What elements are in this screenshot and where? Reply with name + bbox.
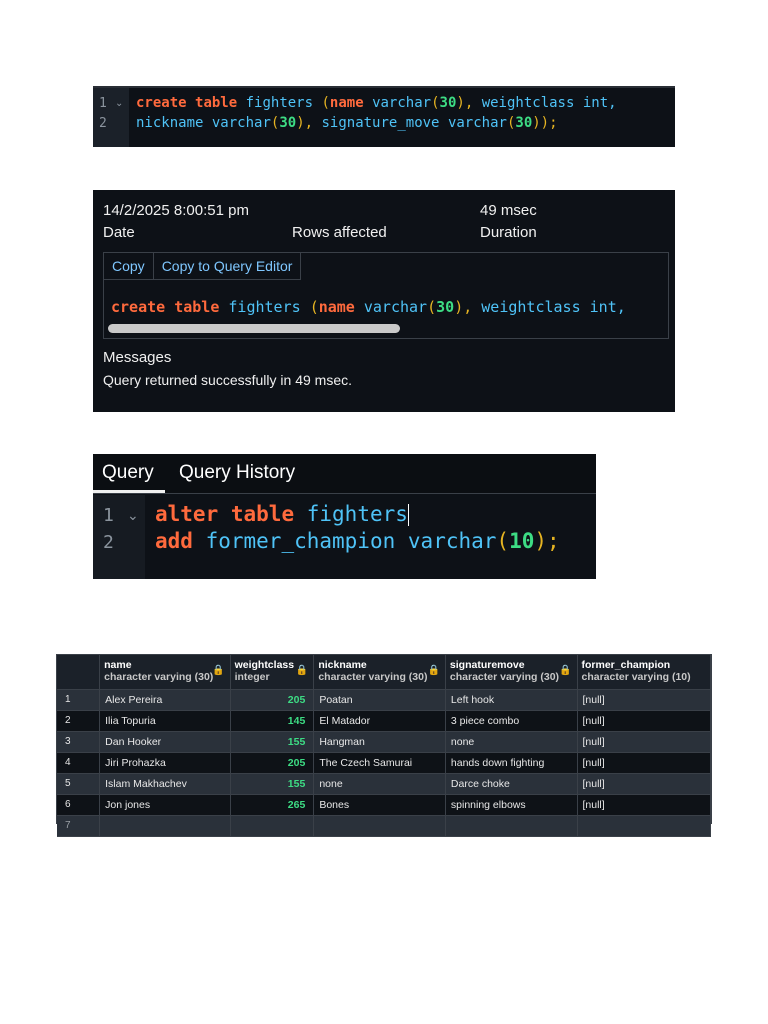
tab-query[interactable]: Query [102, 462, 154, 483]
copy-toolbar [104, 253, 301, 280]
row-number-header [57, 655, 100, 689]
table-row[interactable]: 3 Dan Hooker 155 Hangman none [null] [57, 731, 711, 752]
query-command-text: create table fighters (name varchar(30), weightclass int, [111, 298, 626, 316]
line-number: 1 [99, 96, 107, 111]
column-header-signaturemove[interactable]: signaturemove character varying (30) 🔒 [445, 655, 577, 689]
date-value: 14/2/2025 8:00:51 pm [103, 202, 249, 219]
code-line-2[interactable]: nickname varchar(30), signature_move varchar(30)); [136, 115, 558, 131]
lock-icon: 🔒 [295, 665, 309, 676]
rows-affected-label: Rows affected [292, 224, 387, 241]
lock-icon: 🔒 [559, 665, 572, 676]
duration-value: 49 msec [480, 202, 537, 219]
line-gutter [93, 495, 145, 579]
horizontal-scrollbar[interactable] [108, 324, 400, 333]
messages-text: Query returned successfully in 49 msec. [103, 372, 352, 388]
date-label: Date [103, 224, 135, 241]
query-tab-bar [93, 454, 596, 494]
copy-button[interactable]: Copy [104, 253, 154, 280]
column-header-name[interactable]: name character varying (30) 🔒 [100, 655, 230, 689]
data-output-grid[interactable] [56, 654, 712, 831]
table-row[interactable]: 1 Alex Pereira 205 Poatan Left hook [null] [57, 689, 711, 710]
query-editor-alter[interactable] [93, 454, 596, 579]
duration-label: Duration [480, 224, 537, 241]
code-line-2[interactable]: add former_champion varchar(10); [155, 529, 560, 553]
lock-icon: 🔒 [427, 665, 440, 676]
table-row[interactable]: 2 Ilia Topuria 145 El Matador 3 piece combo [null] [57, 710, 711, 731]
table-row[interactable]: 6 Jon jones 265 Bones spinning elbows [null] [57, 794, 711, 815]
tab-query-history[interactable]: Query History [179, 462, 296, 483]
line-number: 2 [99, 116, 107, 131]
code-line-1[interactable]: alter table fighters [155, 502, 408, 526]
column-header-former-champion[interactable]: former_champion character varying (10) [577, 655, 711, 689]
table-row[interactable]: 4 Jiri Prohazka 205 The Czech Samurai hands down fighting [null] [57, 752, 711, 773]
line-number: 2 [103, 532, 114, 553]
table-row[interactable]: 5 Islam Makhachev 155 none Darce choke [null] [57, 773, 711, 794]
column-header-nickname[interactable]: nickname character varying (30) 🔒 [314, 655, 446, 689]
active-tab-indicator [93, 490, 165, 493]
table-row-partial[interactable]: 7 [57, 815, 711, 836]
sql-editor-create[interactable] [93, 86, 675, 147]
fold-chevron-icon[interactable]: ⌄ [127, 507, 139, 523]
messages-title: Messages [103, 349, 172, 366]
fold-chevron-icon[interactable]: ⌄ [115, 98, 124, 109]
text-cursor [408, 504, 409, 526]
query-command-box [103, 252, 669, 339]
code-line-1[interactable]: create table fighters (name varchar(30), weightclass int, [136, 95, 617, 111]
lock-icon: 🔒 [212, 665, 225, 676]
copy-to-query-editor-button[interactable]: Copy to Query Editor [154, 253, 302, 280]
messages-panel [93, 190, 675, 412]
line-gutter [93, 88, 129, 147]
column-header-weightclass[interactable]: weightclass integer 🔒 [230, 655, 314, 689]
results-table [57, 655, 711, 837]
line-number: 1 [103, 505, 114, 526]
